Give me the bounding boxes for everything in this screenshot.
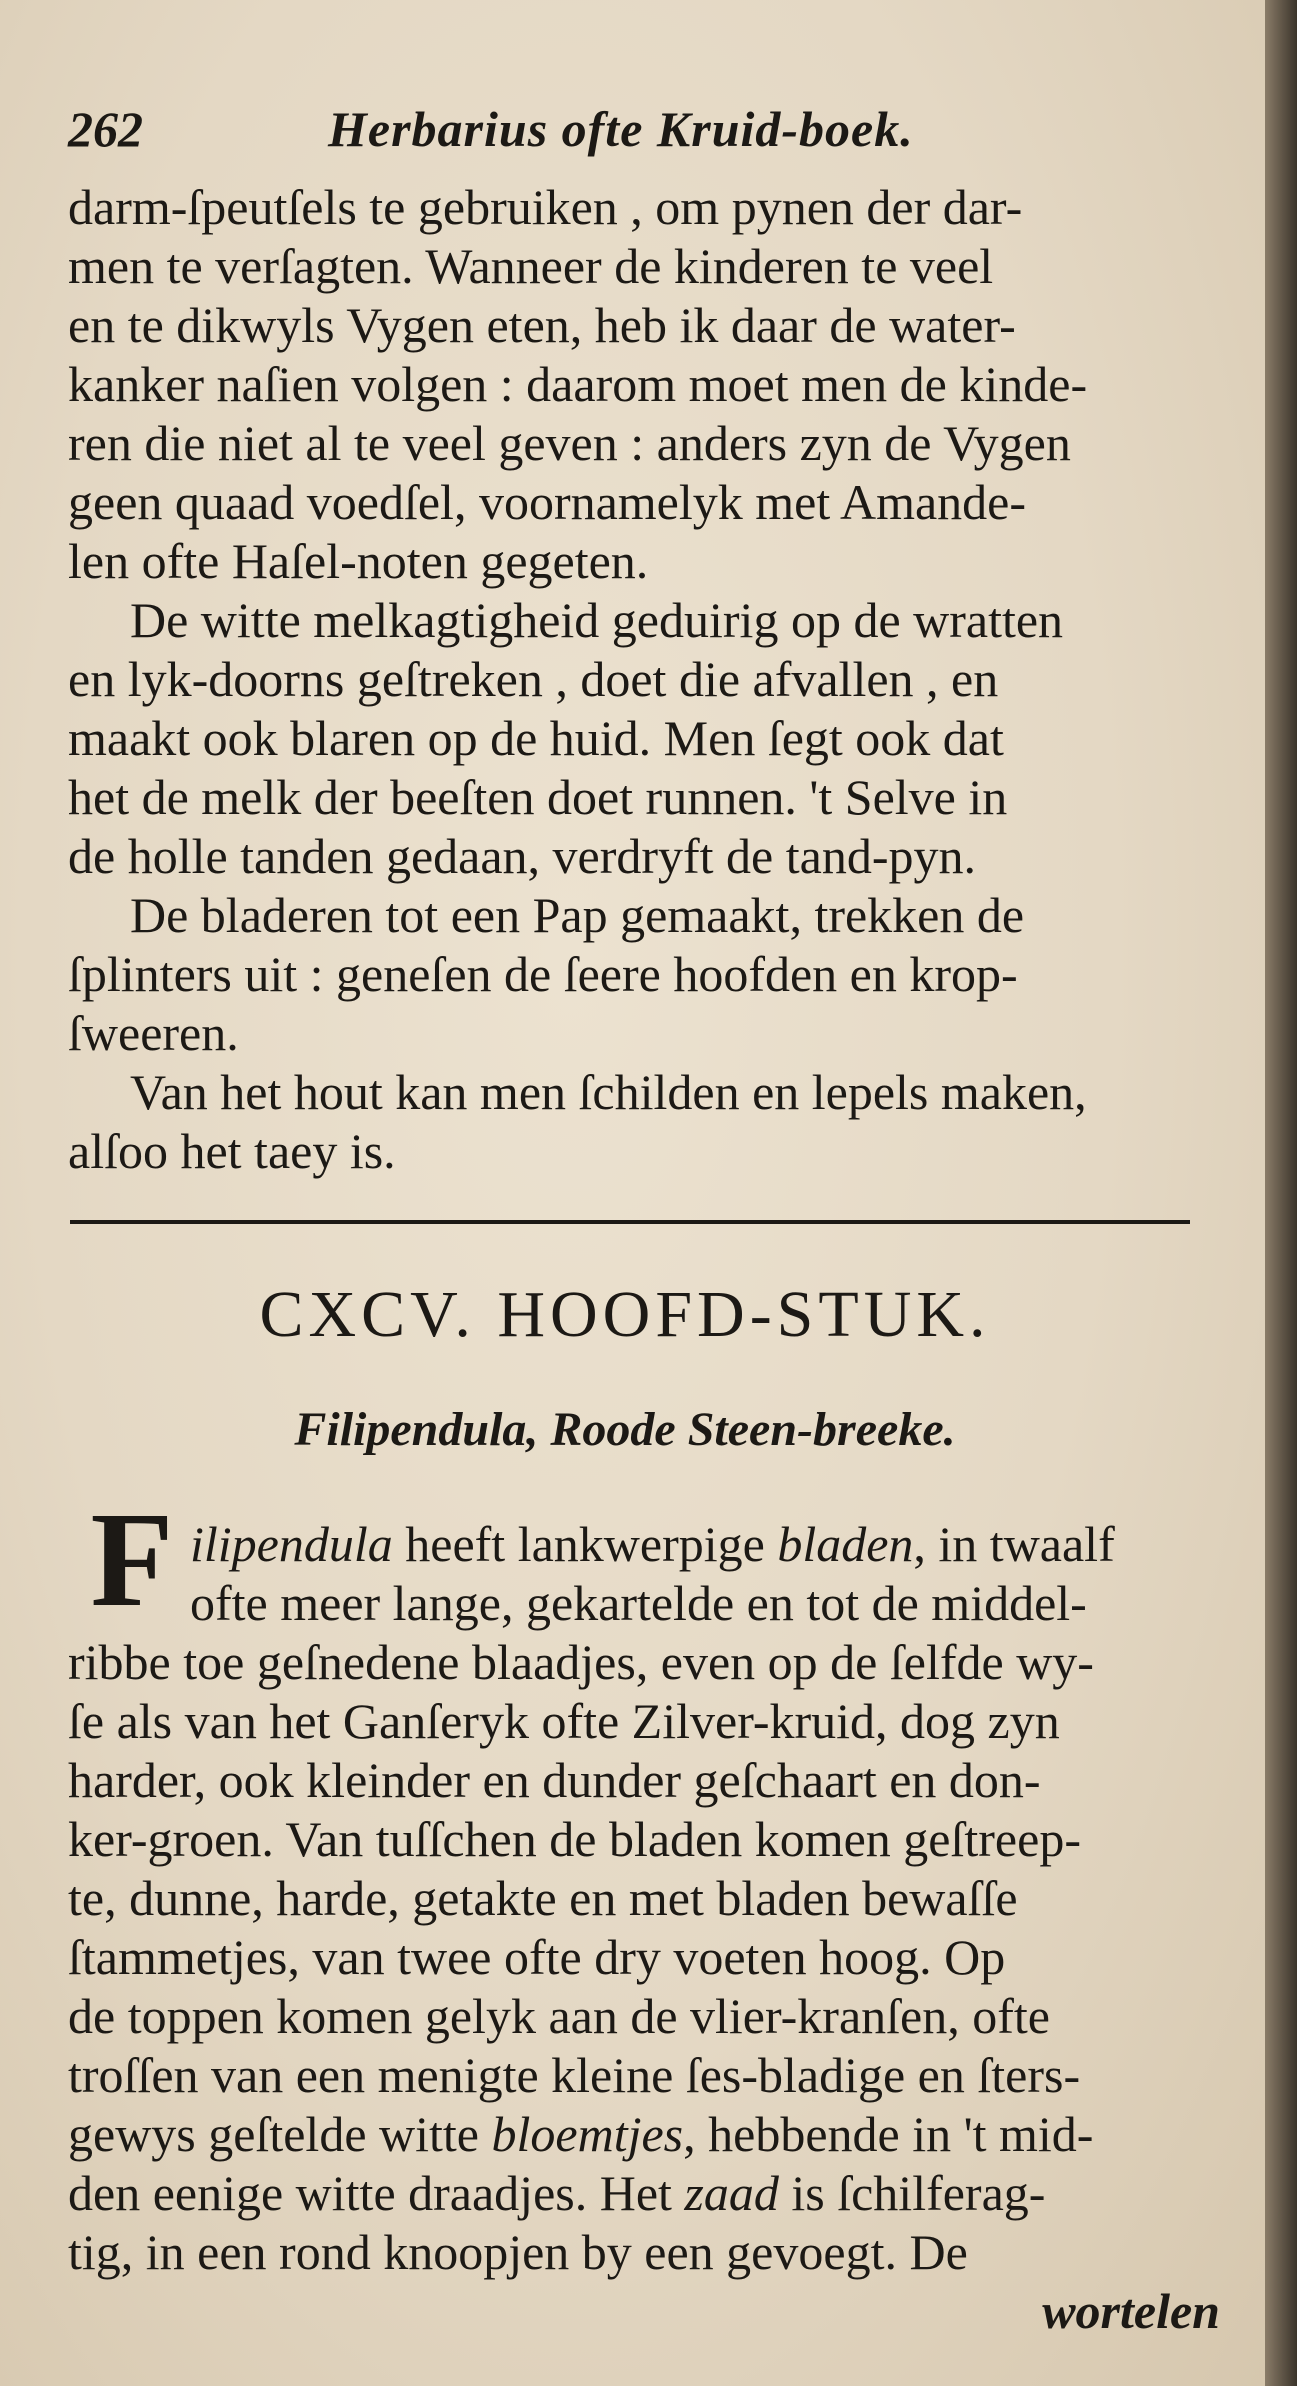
text-line: en te dikwyls Vygen eten, heb ik daar de water- [68,297,1016,353]
text-line [68,1515,1220,1574]
text-line: men te verſagten. Wanneer de kinderen te veel [68,238,994,294]
text-line [68,2105,1220,2164]
text-run: , hebbende in 't mid- [683,2106,1094,2162]
text-line: Van het hout kan men ſchilden en lepels maken, [130,1064,1087,1120]
chapter-text-block [68,1515,1220,2341]
running-title: Herbarius ofte Kruid-boek. [328,101,914,157]
page-number: 262 [68,101,143,157]
page-header [68,100,1228,170]
text-line: ſtammetjes, van twee ofte dry voeten hoog. Op [68,1929,1006,1985]
continued-text-block [68,178,1220,1181]
catchword: wortelen [1042,2283,1220,2339]
text-line: geen quaad voedſel, voornamelyk met Amande- [68,474,1027,530]
text-line: maakt ook blaren op de huid. Men ſegt ook dat [68,710,1004,766]
text-line: len ofte Haſel-noten gegeten. [68,533,649,589]
text-line: ſplinters uit : geneſen de ſeere hoofden en krop- [68,946,1018,1002]
text-line: ren die niet al te veel geven : anders zyn de Vygen [68,415,1071,471]
text-line: ker-groen. Van tuſſchen de bladen komen geſtreep- [68,1811,1081,1867]
chapter-heading: CXCV. HOOFD-STUK. [259,1278,991,1351]
text-line: en lyk-doorns geſtreken , doet die afvallen , en [68,651,999,707]
text-line: troſſen van een menigte kleine ſes-bladige en ſters- [68,2047,1081,2103]
italic-term: bladen [777,1516,914,1572]
text-line: kanker naſien volgen : daarom moet men de kinde- [68,356,1088,412]
italic-term: zaad [684,2165,779,2221]
text-line: De witte melkagtigheid geduirig op de wratten [130,592,1064,648]
text-run: , in twaalf [913,1516,1115,1572]
italic-term: ilipendula [190,1516,393,1572]
text-line: te, dunne, harde, getakte en met bladen bewaſſe [68,1870,1018,1926]
text-run: gewys geſtelde witte [68,2106,492,2162]
text-line [68,2164,1220,2223]
text-line: tig, in een rond knoopjen by een gevoegt. De [68,2224,968,2280]
text-line: harder, ook kleinder en dunder geſchaart en don- [68,1752,1041,1808]
text-run: is ſchilferag- [778,2165,1046,2221]
text-line: alſoo het taey is. [68,1123,396,1179]
text-line: de holle tanden gedaan, verdryft de tand-pyn. [68,828,976,884]
text-run: heeft lankwerpige [392,1516,778,1572]
text-line: het de melk der beeſten doet runnen. 't Selve in [68,769,1008,825]
text-line: de toppen komen gelyk aan de vlier-kranſen, ofte [68,1988,1050,2044]
text-line: De bladeren tot een Pap gemaakt, trekken de [130,887,1025,943]
text-line: ofte meer lange, gekartelde en tot de middel- [190,1575,1087,1631]
text-line: darm-ſpeutſels te gebruiken , om pynen der dar- [68,179,1023,235]
text-line: ſe als van het Ganſeryk ofte Zilver-kruid, dog zyn [68,1693,1060,1749]
book-spine-edge [1265,0,1297,2386]
drop-cap: F [90,1485,174,1635]
text-line: ribbe toe geſnedene blaadjes, even op de ſelfde wy- [68,1634,1094,1690]
italic-term: bloemtjes [491,2106,684,2162]
text-line: ſweeren. [68,1005,239,1061]
section-divider [70,1220,1190,1224]
chapter-subtitle: Filipendula, Roode Steen-breeke. [294,1403,956,1456]
text-run: den eenige witte draadjes. Het [68,2165,685,2221]
